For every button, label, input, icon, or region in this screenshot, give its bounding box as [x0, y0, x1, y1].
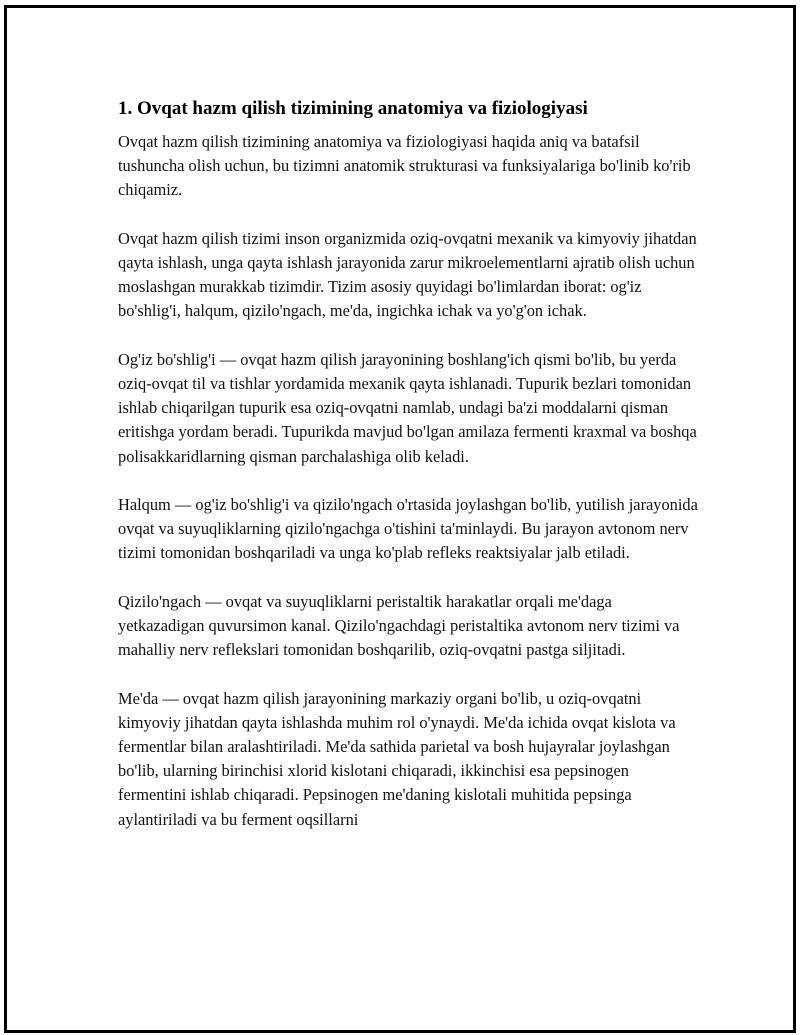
paragraph-oral-cavity: Og'iz bo'shlig'i — ovqat hazm qilish jarayonining boshlang'ich qismi bo'lib, bu yerda oziq-ovqat til va tishlar yordamida mexanik qayta ishlanadi. Tupurik bezlari tomonidan ishlab chiqarilgan tupurik esa oziq-ovqatni namlab, undagi ba'zi moddalarni qisman eritishga yordam beradi. Tupurikda mavjud bo'lgan amilaza fermenti kraxmal va boshqa polisakkaridlarning qisman parchalashiga olib keladi. [118, 349, 697, 466]
page-frame [4, 5, 796, 1033]
paragraph-intro: Ovqat hazm qilish tizimining anatomiya va fiziologiyasi haqida aniq va batafsil tushuncha olish uchun, bu tizimni anatomik strukturasi va funksiyalariga bo'linib ko'rib chiqamiz. [118, 132, 691, 200]
section-heading: 1. Ovqat hazm qilish tizimining anatomiya va fiziologiyasi [118, 98, 588, 119]
paragraph-system-overview: Ovqat hazm qilish tizimi inson organizmida oziq-ovqatni mexanik va kimyoviy jihatdan qayta ishlash, unga qayta ishlash jarayonida zarur mikroelementlarni ajratib olish uchun moslashgan murakkab tizimdir. Tizim asosiy quyidagi bo'limlardan iborat: og'iz bo'shlig'i, halqum, qizilo'ngach, me'da, ingichka ichak va yo'g'on ichak. [118, 228, 697, 321]
paragraph-pharynx: Halqum — og'iz bo'shlig'i va qizilo'ngach o'rtasida joylashgan bo'lib, yutilish jarayonida ovqat va suyuqliklarning qizilo'ngachga o'tishini ta'minlaydi. Bu jarayon avtonom nerv tizimi tomonidan boshqariladi va unga ko'plab refleks reaktsiyalar jalb etiladi. [118, 495, 698, 563]
document-body [118, 96, 698, 832]
paragraph-esophagus: Qizilo'ngach — ovqat va suyuqliklarni peristaltik harakatlar orqali me'daga yetkazadigan quvursimon kanal. Qizilo'ngachdagi peristaltika avtonom nerv tizimi va mahalliy nerv reflekslari tomonidan boshqarilib, oziq-ovqatni pastga siljitadi. [118, 591, 680, 660]
paragraph-stomach: Me'da — ovqat hazm qilish jarayonining markaziy organi bo'lib, u oziq-ovqatni kimyoviy jihatdan qayta ishlashda muhim rol o'ynaydi. Me'da ichida ovqat kislota va fermentlar bilan aralashtiriladi. Me'da sathida parietal va bosh hujayralar joylashgan bo'lib, ularning birinchisi xlorid kislotani chiqaradi, ikkinchisi esa pepsinogen fermentini ishlab chiqaradi. Pepsinogen me'daning kislotali muhitida pepsinga aylantiriladi va bu ferment oqsillarni [118, 688, 676, 829]
